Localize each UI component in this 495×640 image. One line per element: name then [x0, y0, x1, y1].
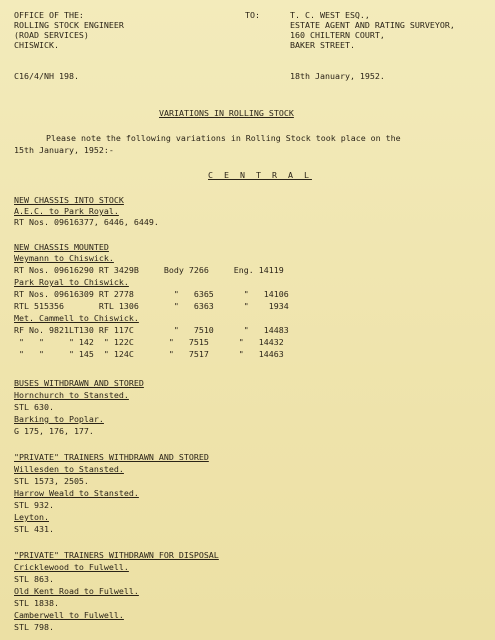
section-line: " " " 142 " 122C " 7515 " 14432 — [14, 337, 284, 347]
section-heading-chassis-into-stock: NEW CHASSIS INTO STOCK — [14, 195, 124, 205]
to-line-2: ESTATE AGENT AND RATING SURVEYOR, — [290, 20, 455, 30]
section-line: STL 630. — [14, 402, 54, 412]
section-heading-private-disposal: "PRIVATE" TRAINERS WITHDRAWN FOR DISPOSAL — [14, 550, 219, 560]
section-line: STL 932. — [14, 500, 54, 510]
section-line: RT Nos. 09616309 RT 2778 " 6365 " 14106 — [14, 289, 289, 299]
section-line: Leyton. — [14, 512, 49, 522]
section-line: STL 1573, 2505. — [14, 476, 89, 486]
from-line-4: CHISWICK. — [14, 40, 59, 50]
memo-date: 18th January, 1952. — [290, 71, 385, 81]
intro-line-1: Please note the following variations in Rolling Stock took place on the — [46, 133, 401, 143]
section-line: STL 1838. — [14, 598, 59, 608]
to-label: TO: — [245, 10, 260, 20]
section-line: A.E.C. to Park Royal. — [14, 206, 119, 216]
section-line: G 175, 176, 177. — [14, 426, 94, 436]
section-line: Cricklewood to Fulwell. — [14, 562, 129, 572]
memo-title: VARIATIONS IN ROLLING STOCK — [159, 108, 294, 118]
section-line: Harrow Weald to Stansted. — [14, 488, 139, 498]
section-line: STL 431. — [14, 524, 54, 534]
section-line: STL 863. — [14, 574, 54, 584]
section-line: RF No. 9821LT130 RF 117C " 7510 " 14483 — [14, 325, 289, 335]
division-heading: C E N T R A L — [208, 170, 312, 180]
to-line-4: BAKER STREET. — [290, 40, 355, 50]
from-line-3: (ROAD SERVICES) — [14, 30, 89, 40]
section-line: Met. Cammell to Chiswick. — [14, 313, 139, 323]
section-line: " " " 145 " 124C " 7517 " 14463 — [14, 349, 284, 359]
from-line-1: OFFICE OF THE: — [14, 10, 84, 20]
section-line: Old Kent Road to Fulwell. — [14, 586, 139, 596]
section-line: Camberwell to Fulwell. — [14, 610, 124, 620]
section-line: Willesden to Stansted. — [14, 464, 124, 474]
section-line: STL 798. — [14, 622, 54, 632]
section-line: Barking to Poplar. — [14, 414, 104, 424]
reference: C16/4/NH 198. — [14, 71, 79, 81]
section-heading-chassis-mounted: NEW CHASSIS MOUNTED — [14, 242, 109, 252]
section-heading-private-stored: "PRIVATE" TRAINERS WITHDRAWN AND STORED — [14, 452, 209, 462]
section-line: RTL 515356 RTL 1306 " 6363 " 1934 — [14, 301, 289, 311]
section-line: Hornchurch to Stansted. — [14, 390, 129, 400]
section-line: RT Nos. 09616377, 6446, 6449. — [14, 217, 159, 227]
to-line-1: T. C. WEST ESQ., — [290, 10, 370, 20]
section-line: RT Nos. 09616290 RT 3429B Body 7266 Eng. 14119 — [14, 265, 284, 275]
section-line: Weymann to Chiswick. — [14, 253, 114, 263]
intro-line-2: 15th January, 1952:- — [14, 145, 114, 155]
to-line-3: 160 CHILTERN COURT, — [290, 30, 385, 40]
section-line: Park Royal to Chiswick. — [14, 277, 129, 287]
from-line-2: ROLLING STOCK ENGINEER — [14, 20, 124, 30]
section-heading-buses-withdrawn: BUSES WITHDRAWN AND STORED — [14, 378, 144, 388]
